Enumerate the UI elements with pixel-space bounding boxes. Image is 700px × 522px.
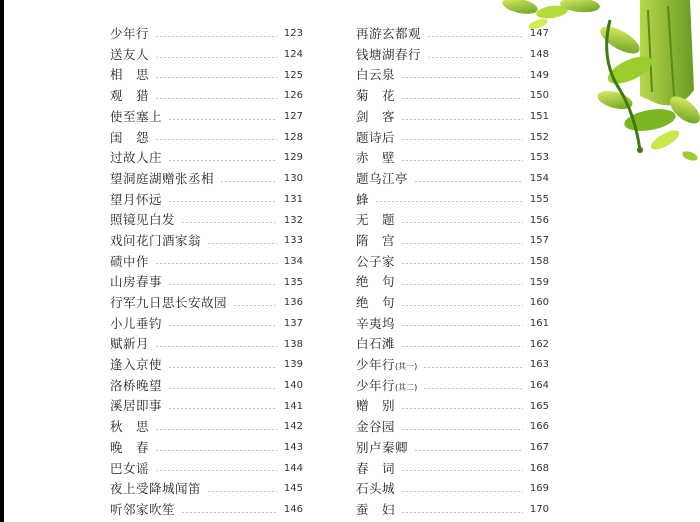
toc-page-number: 143 [283, 442, 303, 454]
toc-entry-title: 辛夷坞 [356, 315, 396, 331]
toc-page-number: 133 [283, 235, 303, 247]
toc-entry-subtitle: (其一) [395, 362, 418, 372]
toc-entry-title: 赤 壁 [356, 150, 396, 166]
dot-leader [168, 388, 277, 389]
toc-entry [356, 355, 549, 376]
dot-leader [168, 325, 277, 326]
toc-entry [110, 334, 303, 355]
toc-entry-title: 绝 句 [356, 295, 396, 311]
dot-leader [181, 512, 277, 513]
toc-page-number: 129 [283, 152, 303, 164]
toc-entry [356, 396, 549, 417]
dot-leader [168, 201, 277, 202]
toc-page-number: 167 [529, 442, 549, 454]
toc-page-number: 166 [529, 421, 549, 433]
toc-entry-title: 钱塘湖春行 [356, 46, 422, 62]
toc-entry-title: 隋 宫 [356, 232, 396, 248]
toc-entry-title: 溪居即事 [110, 398, 163, 414]
toc-entry [356, 376, 549, 397]
toc-entry [356, 479, 549, 500]
dot-leader [401, 491, 523, 492]
toc-entry [110, 65, 303, 86]
toc-entry-title: 石头城 [356, 481, 396, 497]
toc-page-number: 165 [529, 400, 549, 412]
toc-entry [110, 107, 303, 128]
toc-entry [356, 210, 549, 231]
toc-page-number: 168 [529, 462, 549, 474]
dot-leader [168, 119, 277, 120]
toc-entry-title: 再游玄都观 [356, 26, 422, 42]
leaf-shape [596, 21, 643, 59]
toc-entry [110, 272, 303, 293]
toc-page-number: 134 [283, 255, 303, 267]
toc-page-number: 136 [283, 297, 303, 309]
dot-leader [207, 491, 277, 492]
dot-leader [155, 98, 277, 99]
dot-leader [401, 429, 523, 430]
toc-entry [356, 500, 549, 521]
toc-entry [110, 479, 303, 500]
toc-column-left [110, 24, 303, 521]
dot-leader [155, 450, 277, 451]
dot-leader [401, 263, 523, 264]
toc-entry-title: 绝 句 [356, 274, 396, 290]
toc-entry-title: 过故人庄 [110, 150, 163, 166]
toc-page-number: 161 [529, 317, 549, 329]
toc-entry [110, 417, 303, 438]
page-edge [0, 0, 4, 522]
toc-entry [110, 127, 303, 148]
toc-entry [110, 169, 303, 190]
toc-entry-subtitle: (其二) [395, 382, 418, 392]
toc-entry-title: 白石滩 [356, 336, 396, 352]
toc-page-number: 169 [529, 483, 549, 495]
toc-entry [110, 231, 303, 252]
toc-entry-title: 夜上受降城闻笛 [110, 481, 202, 497]
toc-page-number: 131 [283, 193, 303, 205]
toc-page-number: 142 [283, 421, 303, 433]
dot-leader [155, 36, 277, 37]
toc-page-number: 170 [529, 504, 549, 516]
dot-leader [414, 450, 523, 451]
toc-entry-title: 逢入京使 [110, 357, 163, 373]
toc-page-number: 154 [529, 173, 549, 185]
toc-entry-title: 剑 客 [356, 108, 396, 124]
toc-page-number: 128 [283, 131, 303, 143]
toc-entry-title: 题乌江亭 [356, 170, 409, 186]
toc-page-number: 145 [283, 483, 303, 495]
green-leaves-wood-illustration-icon [490, 0, 700, 170]
dot-leader [220, 181, 277, 182]
toc-entry-title: 望洞庭湖赠张丞相 [110, 170, 215, 186]
toc-entry-title: 使至塞上 [110, 108, 163, 124]
dot-leader [155, 429, 277, 430]
toc-entry-title: 公子家 [356, 253, 396, 269]
dot-leader [401, 325, 523, 326]
toc-page-number: 137 [283, 317, 303, 329]
dot-leader [168, 160, 277, 161]
toc-entry [356, 252, 549, 273]
toc-entry [110, 355, 303, 376]
toc-page-number: 148 [529, 49, 549, 61]
dot-leader [423, 388, 523, 389]
toc-entry-title: 送友人 [110, 46, 150, 62]
toc-page-number: 158 [529, 255, 549, 267]
toc-page-number: 127 [283, 111, 303, 123]
toc-entry [110, 190, 303, 211]
dot-leader [401, 346, 523, 347]
dot-leader [155, 263, 277, 264]
toc-page-number: 152 [529, 131, 549, 143]
toc-entry [356, 293, 549, 314]
toc-entry [110, 45, 303, 66]
dot-leader [233, 305, 277, 306]
toc-page-number: 126 [283, 90, 303, 102]
toc-entry-title: 照镜见白发 [110, 212, 176, 228]
dot-leader [155, 77, 277, 78]
toc-page-number: 162 [529, 338, 549, 350]
toc-entry [110, 252, 303, 273]
dot-leader [168, 367, 277, 368]
toc-entry [110, 396, 303, 417]
toc-entry-title: 题诗后 [356, 129, 396, 145]
toc-page-number: 141 [283, 400, 303, 412]
dot-leader [181, 222, 277, 223]
toc-entry-title: 碛中作 [110, 253, 150, 269]
toc-entry-title: 赋新月 [110, 336, 150, 352]
dot-leader [155, 139, 277, 140]
toc-page-number: 123 [283, 28, 303, 40]
toc-page-number: 149 [529, 69, 549, 81]
toc-entry-title: 相 思 [110, 67, 150, 83]
dot-leader [401, 284, 523, 285]
toc-entry [356, 458, 549, 479]
toc-page-number: 138 [283, 338, 303, 350]
toc-page-number: 153 [529, 152, 549, 164]
toc-entry-title: 望月怀远 [110, 191, 163, 207]
leaf-shape [648, 127, 682, 153]
toc-entry-title: 蚕 妇 [356, 501, 396, 517]
dot-leader [401, 512, 523, 513]
dot-leader [401, 222, 523, 223]
toc-entry [110, 210, 303, 231]
toc-entry-title: 别卢秦卿 [356, 439, 409, 455]
toc-entry-title: 少年行(其一) [356, 357, 418, 373]
dot-leader [401, 470, 523, 471]
toc-entry-title: 听邻家吹笙 [110, 501, 176, 517]
toc-entry-title: 春 词 [356, 460, 396, 476]
toc-entry-title: 小儿垂钓 [110, 315, 163, 331]
toc-entry [110, 376, 303, 397]
leaf-shape [681, 150, 699, 163]
toc-entry-title: 少年行(其二) [356, 377, 418, 393]
dot-leader [401, 408, 523, 409]
toc-page-number: 151 [529, 111, 549, 123]
toc-entry-title: 金谷园 [356, 419, 396, 435]
toc-entry-title: 行军九日思长安故园 [110, 295, 228, 311]
toc-entry-title: 无 题 [356, 212, 396, 228]
toc-entry [110, 458, 303, 479]
toc-entry-title: 观 猎 [110, 88, 150, 104]
toc-page-number: 140 [283, 380, 303, 392]
toc-entry [356, 169, 549, 190]
toc-page-number: 144 [283, 462, 303, 474]
toc-entry-title: 洛桥晚望 [110, 377, 163, 393]
leaf-shape [527, 17, 549, 31]
toc-page-number: 159 [529, 276, 549, 288]
toc-page-number: 150 [529, 90, 549, 102]
toc-page-number: 125 [283, 69, 303, 81]
toc-entry-title: 晚 春 [110, 439, 150, 455]
dot-leader [401, 243, 523, 244]
toc-page-number: 156 [529, 214, 549, 226]
toc-page-number: 135 [283, 276, 303, 288]
toc-entry-title: 菊 花 [356, 88, 396, 104]
toc-entry [356, 438, 549, 459]
toc-page-number: 147 [529, 28, 549, 40]
toc-entry [356, 231, 549, 252]
toc-entry-title: 白云泉 [356, 67, 396, 83]
toc-page-number: 146 [283, 504, 303, 516]
dot-leader [401, 305, 523, 306]
toc-entry [110, 500, 303, 521]
toc-entry [356, 334, 549, 355]
toc-entry-title: 蜂 [356, 191, 370, 207]
toc-entry-title: 少年行 [110, 26, 150, 42]
dot-leader [155, 346, 277, 347]
dot-leader [155, 57, 277, 58]
toc-entry-title: 闺 怨 [110, 129, 150, 145]
toc-entry [356, 314, 549, 335]
toc-page-number: 155 [529, 193, 549, 205]
dot-leader [168, 284, 277, 285]
dot-leader [375, 201, 523, 202]
toc-entry-title: 戏问花门酒家翁 [110, 232, 202, 248]
toc-entry [356, 272, 549, 293]
toc-entry-title: 巴女谣 [110, 460, 150, 476]
toc-entry [110, 438, 303, 459]
toc-entry [110, 314, 303, 335]
toc-page-number: 132 [283, 214, 303, 226]
toc-entry-title: 山房春事 [110, 274, 163, 290]
toc-page-number: 124 [283, 49, 303, 61]
leaf-shape [501, 0, 539, 17]
toc-page-number: 130 [283, 173, 303, 185]
toc-entry [110, 293, 303, 314]
toc-entry-title: 赠 别 [356, 398, 396, 414]
toc-entry [110, 86, 303, 107]
toc-entry-title: 秋 思 [110, 419, 150, 435]
dot-leader [423, 367, 523, 368]
toc-page-number: 157 [529, 235, 549, 247]
toc-page-number: 163 [529, 359, 549, 371]
toc-entry [110, 148, 303, 169]
toc-entry [356, 417, 549, 438]
toc-entry [356, 190, 549, 211]
toc-entry [110, 24, 303, 45]
toc-page-number: 139 [283, 359, 303, 371]
dot-leader [155, 470, 277, 471]
toc-page-number: 164 [529, 380, 549, 392]
toc-page-number: 160 [529, 297, 549, 309]
dot-leader [207, 243, 277, 244]
dot-leader [414, 181, 523, 182]
dot-leader [168, 408, 277, 409]
